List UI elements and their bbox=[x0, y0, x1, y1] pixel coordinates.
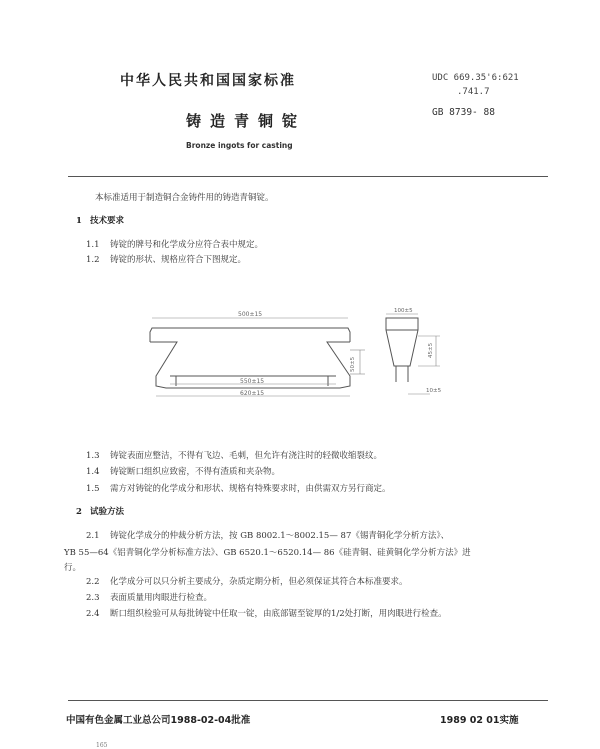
ingot-side-view bbox=[386, 318, 418, 382]
clause-2-1-line3: 行。 bbox=[64, 563, 82, 573]
clause-text: 断口组织检验可从每批铸锭中任取一锭，由底部锯至锭厚的1/2处打断，用肉眼进行检查。 bbox=[110, 609, 447, 619]
section-1-heading bbox=[76, 214, 124, 226]
document-title-cn: 铸造青铜锭 bbox=[186, 112, 307, 130]
section-2-title: 试验方法 bbox=[90, 507, 125, 517]
dim-height: 50±5 bbox=[350, 356, 356, 372]
clause-number: 1.4 bbox=[86, 467, 100, 477]
clause-text: 需方对铸锭的化学成分和形状、规格有特殊要求时，由供需双方另行商定。 bbox=[110, 484, 391, 494]
dim-top-length: 500±15 bbox=[238, 311, 263, 318]
clause-1-3 bbox=[86, 449, 382, 461]
effective-date: 1989 02 01实施 bbox=[440, 715, 519, 726]
clause-text: 化学成分可以只分析主要成分，杂质定期分析，但必须保证其符合本标准要求。 bbox=[110, 577, 408, 587]
section-2-number: 2 bbox=[76, 507, 82, 517]
clause-2-2 bbox=[86, 575, 408, 587]
udc-code-line1: UDC 669.35'6:621 bbox=[432, 73, 519, 83]
national-standard-heading: 中华人民共和国国家标准 bbox=[120, 73, 296, 89]
clause-number: 2.2 bbox=[86, 577, 100, 587]
footer-divider bbox=[68, 700, 548, 701]
clause-text: 铸锭的牌号和化学成分应符合表中规定。 bbox=[110, 240, 264, 250]
clause-2-1-line2: YB 55—64《铝青铜化学分析标准方法》、GB 6520.1～6520.14— 86《硅青铜、硅黄铜化学分析方法》进 bbox=[64, 548, 471, 558]
clause-number: 1.2 bbox=[86, 255, 100, 265]
clause-1-4 bbox=[86, 465, 280, 477]
udc-code-line2: .741.7 bbox=[457, 87, 490, 97]
intro-paragraph: 本标准适用于制造铜合金铸件用的铸造青铜锭。 bbox=[95, 193, 274, 203]
section-1-title: 技术要求 bbox=[90, 216, 125, 226]
clause-number: 2.1 bbox=[86, 531, 100, 541]
dim-side-height: 45±5 bbox=[428, 342, 434, 358]
clause-text: 铸锭断口组织应致密，不得有渣质和夹杂物。 bbox=[110, 467, 281, 477]
clause-text: 铸锭表面应整洁，不得有飞边、毛刺，但允许有浇注时的轻微收缩裂纹。 bbox=[110, 451, 383, 461]
header-divider bbox=[68, 176, 548, 177]
approval-line: 中国有色金属工业总公司1988-02-04批准 bbox=[66, 715, 251, 726]
clause-text: 铸锭化学成分的仲裁分析方法，按 GB 8002.1～8002.15— 87《锡青铜化学分析方法》、 bbox=[110, 531, 450, 541]
clause-text: 铸锭的形状、规格应符合下图规定。 bbox=[110, 255, 247, 265]
clause-number: 1.3 bbox=[86, 451, 100, 461]
section-1-number: 1 bbox=[76, 216, 82, 226]
dim-bottom-length: 620±15 bbox=[240, 390, 265, 397]
clause-number: 2.3 bbox=[86, 593, 100, 603]
clause-1-2 bbox=[86, 253, 246, 265]
clause-number: 1.5 bbox=[86, 484, 100, 494]
dim-mid-length: 550±15 bbox=[240, 378, 265, 385]
section-2-heading bbox=[76, 505, 124, 517]
clause-1-5 bbox=[86, 482, 391, 494]
dim-side-tail: 10±5 bbox=[426, 388, 442, 394]
dim-side-top: 100±5 bbox=[394, 308, 413, 314]
page-number: 165 bbox=[96, 742, 108, 749]
clause-1-1 bbox=[86, 238, 263, 250]
clause-text: 表面质量用肉眼进行检查。 bbox=[110, 593, 213, 603]
clause-2-3 bbox=[86, 591, 212, 603]
clause-2-4 bbox=[86, 607, 447, 619]
document-title-en: Bronze ingots for casting bbox=[186, 141, 293, 150]
ingot-drawing bbox=[140, 300, 460, 420]
clause-number: 1.1 bbox=[86, 240, 100, 250]
clause-number: 2.4 bbox=[86, 609, 100, 619]
clause-2-1-line1 bbox=[86, 529, 449, 541]
gb-number: GB 8739- 88 bbox=[432, 107, 495, 118]
